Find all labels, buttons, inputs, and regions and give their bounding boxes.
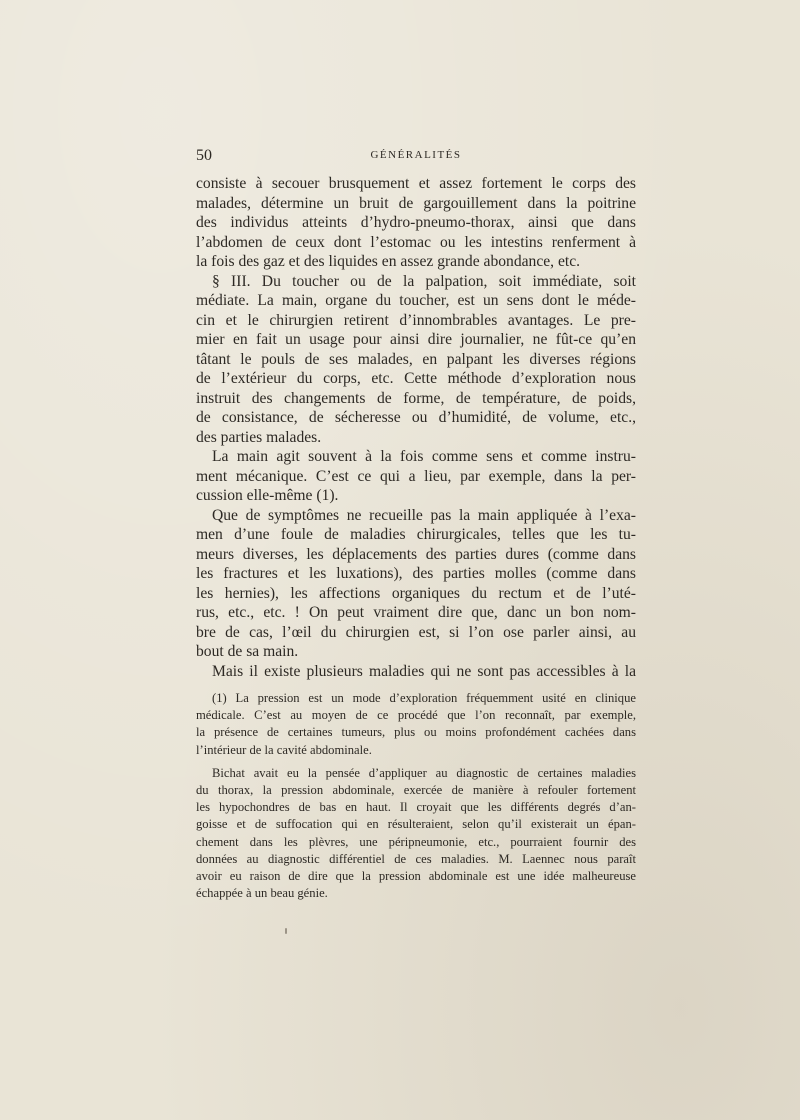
page-header (196, 147, 636, 167)
text-line: malades, détermine un bruit de gargouillement dans la poitrine (196, 194, 636, 212)
text-line: médiate. La main, organe du toucher, est un sens dont le méde- (196, 292, 636, 309)
text-line: rus, etc., etc. ! On peut vraiment dire que, danc un bon nom- (196, 604, 636, 621)
text-line: la fois des gaz et des liquides en assez grande abondance, etc. (196, 253, 581, 270)
text-line: men d’une foule de maladies chirurgicales, telles que les tu- (196, 526, 636, 543)
text-line: cin et le chirurgien retirent d’innombrables avantages. Le pre- (196, 311, 636, 329)
text-line: des individus atteints d’hydro-pneumo-thorax, ainsi que dans (196, 214, 636, 231)
ink-spot (285, 928, 287, 934)
text-line: tâtant le pouls de ses malades, en palpant les diverses régions (196, 350, 636, 368)
footnote-line: du thorax, la pression abdominale, exercée de manière à refouler fortement (196, 782, 636, 797)
text-line: bout de sa main. (196, 643, 299, 660)
footnote-line: la présence de certaines tumeurs, plus ou moins profondément cachées dans (196, 725, 636, 740)
text-line: instruit des changements de forme, de température, de poids, (196, 389, 636, 407)
text-line: Mais il existe plusieurs maladies qui ne sont pas accessibles à la (212, 662, 636, 680)
text-line: meurs diverses, les déplacements des parties dures (comme dans (196, 545, 636, 563)
text-line: mier en fait un usage pour ainsi dire journalier, ne fût-ce qu’en (196, 331, 636, 348)
footnote-line: les hypochondres de bas en haut. Il croyait que les différents degrés d’an- (196, 800, 636, 815)
footnote-line: données au diagnostic différentiel de ces maladies. M. Laennec nous paraît (196, 851, 636, 866)
text-line: cussion elle-même (1). (196, 487, 339, 504)
section-heading-line: § III. Du toucher ou de la palpation, soit immédiate, soit (212, 272, 636, 290)
main-text (196, 174, 636, 681)
text-line: des parties malades. (196, 428, 322, 446)
text-line: de consistance, de sécheresse ou d’humidité, de volume, etc., (196, 409, 636, 426)
footnote-line: Bichat avait eu la pensée d’appliquer au diagnostic de certaines maladies (212, 765, 636, 780)
text-line: de l’extérieur du corps, etc. Cette méthode d’exploration nous (196, 370, 636, 387)
footnote-line: l’intérieur de la cavité abdominale. (196, 742, 372, 757)
footnote-line: (1) La pression est un mode d’exploration fréquemment usité en clinique (212, 691, 636, 705)
text-line: les fractures et les luxations), des parties molles (comme dans (196, 565, 636, 582)
footnote-line: échappée à un beau génie. (196, 886, 328, 901)
footnotes (196, 690, 636, 902)
text-line: ment mécanique. C’est ce qui a lieu, par exemple, dans la per- (196, 467, 636, 485)
text-line: les hernies), les affections organiques du rectum et de l’uté- (196, 584, 636, 602)
page-number: 50 (196, 147, 212, 164)
text-line: Que de symptômes ne recueille pas la main appliquée à l’exa- (212, 506, 636, 524)
text-line: La main agit souvent à la fois comme sens et comme instru- (212, 448, 636, 465)
running-head: GÉNÉRALITÉS (370, 149, 462, 161)
footnote-line: goisse et de suffocation qui en résulteraient, selon qu’il existerait un épan- (196, 817, 636, 832)
footnote-line: avoir eu raison de dire que la pression abdominale est une idée malheureuse (196, 868, 636, 883)
text-line: l’abdomen de ceux dont l’estomac ou les intestins renferment à (196, 233, 636, 251)
footnote-line: chement dans les plèvres, une péripneumonie, etc., pourraient fournir des (196, 834, 636, 849)
footnote-line: médicale. C’est au moyen de ce procédé que l’on reconnaît, par exemple, (196, 708, 636, 723)
text-line: bre de cas, l’œil du chirurgien est, si l’on ose parler ainsi, au (196, 623, 636, 641)
text-line: consiste à secouer brusquement et assez fortement le corps des (196, 175, 636, 192)
